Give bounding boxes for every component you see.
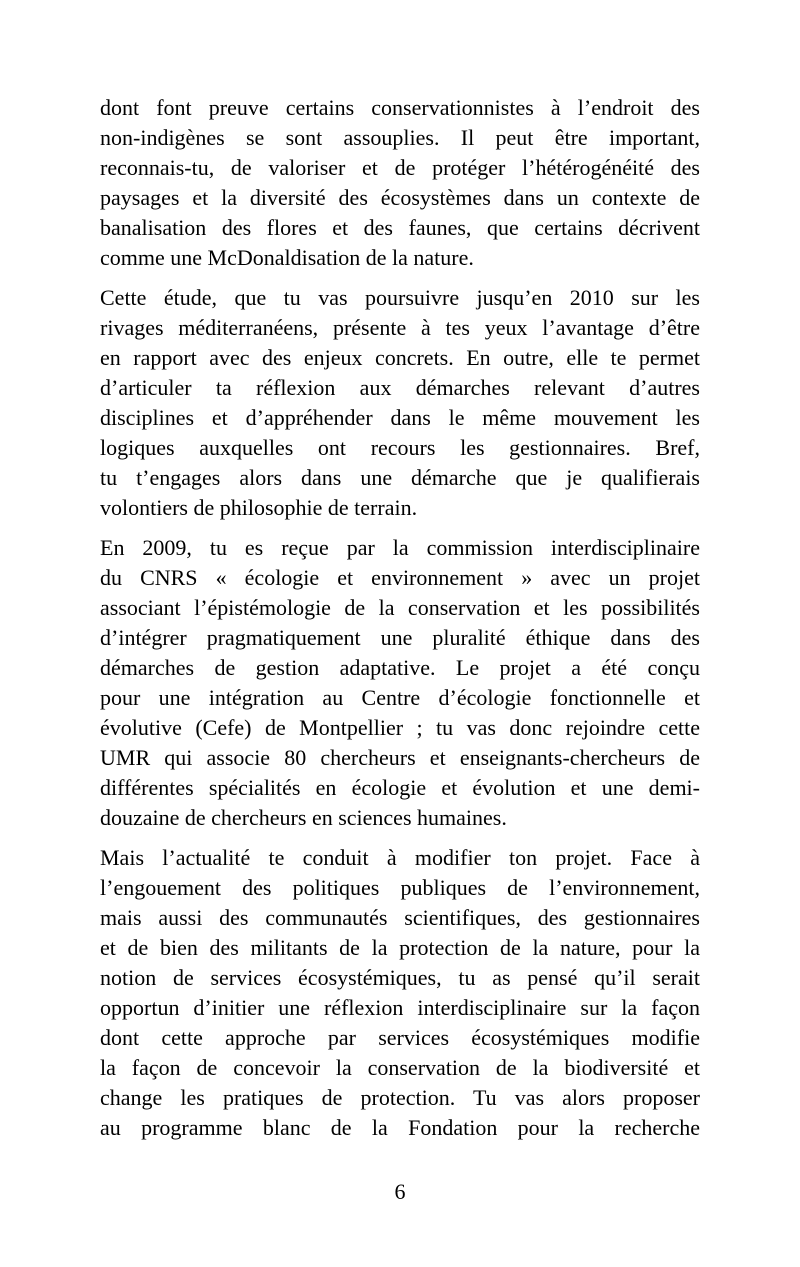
text-line: en rapport avec des enjeux concrets. En outre, elle te permet: [100, 345, 700, 370]
text-line: différentes spécialités en écologie et évolution et une demi-: [100, 775, 700, 800]
text-line: d’articuler ta réflexion aux démarches relevant d’autres: [100, 375, 700, 400]
text-line: UMR qui associe 80 chercheurs et enseignants-chercheurs de: [100, 745, 700, 770]
text-line: au programme blanc de la Fondation pour la recherche: [100, 1115, 700, 1140]
text-line: rivages méditerranéens, présente à tes yeux l’avantage d’être: [100, 315, 700, 340]
text-line: la façon de concevoir la conservation de la biodiversité et: [100, 1055, 700, 1080]
text-line: tu t’engages alors dans une démarche que je qualifierais: [100, 465, 700, 490]
text-line: pour une intégration au Centre d’écologie fonctionnelle et: [100, 685, 700, 710]
text-line: non-indigènes se sont assouplies. Il peut être important,: [100, 125, 700, 150]
text-line: comme une McDonaldisation de la nature.: [100, 245, 474, 270]
text-line: En 2009, tu es reçue par la commission interdisciplinaire: [100, 535, 700, 560]
text-line: dont cette approche par services écosystémiques modifie: [100, 1025, 700, 1050]
page-number: 6: [394, 1179, 406, 1204]
text-line: dont font preuve certains conservationnistes à l’endroit des: [100, 95, 700, 120]
text-line: douzaine de chercheurs en sciences humaines.: [100, 805, 507, 830]
paragraph: [100, 283, 700, 523]
paragraph: [100, 93, 700, 273]
text-line: démarches de gestion adaptative. Le projet a été conçu: [100, 655, 700, 680]
text-line: opportun d’initier une réflexion interdisciplinaire sur la façon: [100, 995, 700, 1020]
text-line: disciplines et d’appréhender dans le même mouvement les: [100, 405, 700, 430]
text-line: paysages et la diversité des écosystèmes dans un contexte de: [100, 185, 700, 210]
text-line: logiques auxquelles ont recours les gestionnaires. Bref,: [100, 435, 700, 460]
text-line: et de bien des militants de la protection de la nature, pour la: [100, 935, 700, 960]
text-line: Mais l’actualité te conduit à modifier ton projet. Face à: [100, 845, 700, 870]
text-line: associant l’épistémologie de la conservation et les possibilités: [100, 595, 700, 620]
text-line: banalisation des flores et des faunes, que certains décrivent: [100, 215, 700, 240]
text-line: mais aussi des communautés scientifiques, des gestionnaires: [100, 905, 700, 930]
text-line: l’engouement des politiques publiques de l’environnement,: [100, 875, 700, 900]
text-block: [100, 93, 700, 1153]
text-line: Cette étude, que tu vas poursuivre jusqu’en 2010 sur les: [100, 285, 700, 310]
paragraph: [100, 533, 700, 833]
text-line: reconnais-tu, de valoriser et de protéger l’hétérogénéité des: [100, 155, 700, 180]
paragraph: [100, 843, 700, 1143]
text-line: évolutive (Cefe) de Montpellier ; tu vas donc rejoindre cette: [100, 715, 700, 740]
text-line: du CNRS « écologie et environnement » avec un projet: [100, 565, 700, 590]
text-line: change les pratiques de protection. Tu vas alors proposer: [100, 1085, 700, 1110]
text-line: d’intégrer pragmatiquement une pluralité éthique dans des: [100, 625, 700, 650]
text-line: notion de services écosystémiques, tu as pensé qu’il serait: [100, 965, 700, 990]
text-line: volontiers de philosophie de terrain.: [100, 495, 418, 520]
